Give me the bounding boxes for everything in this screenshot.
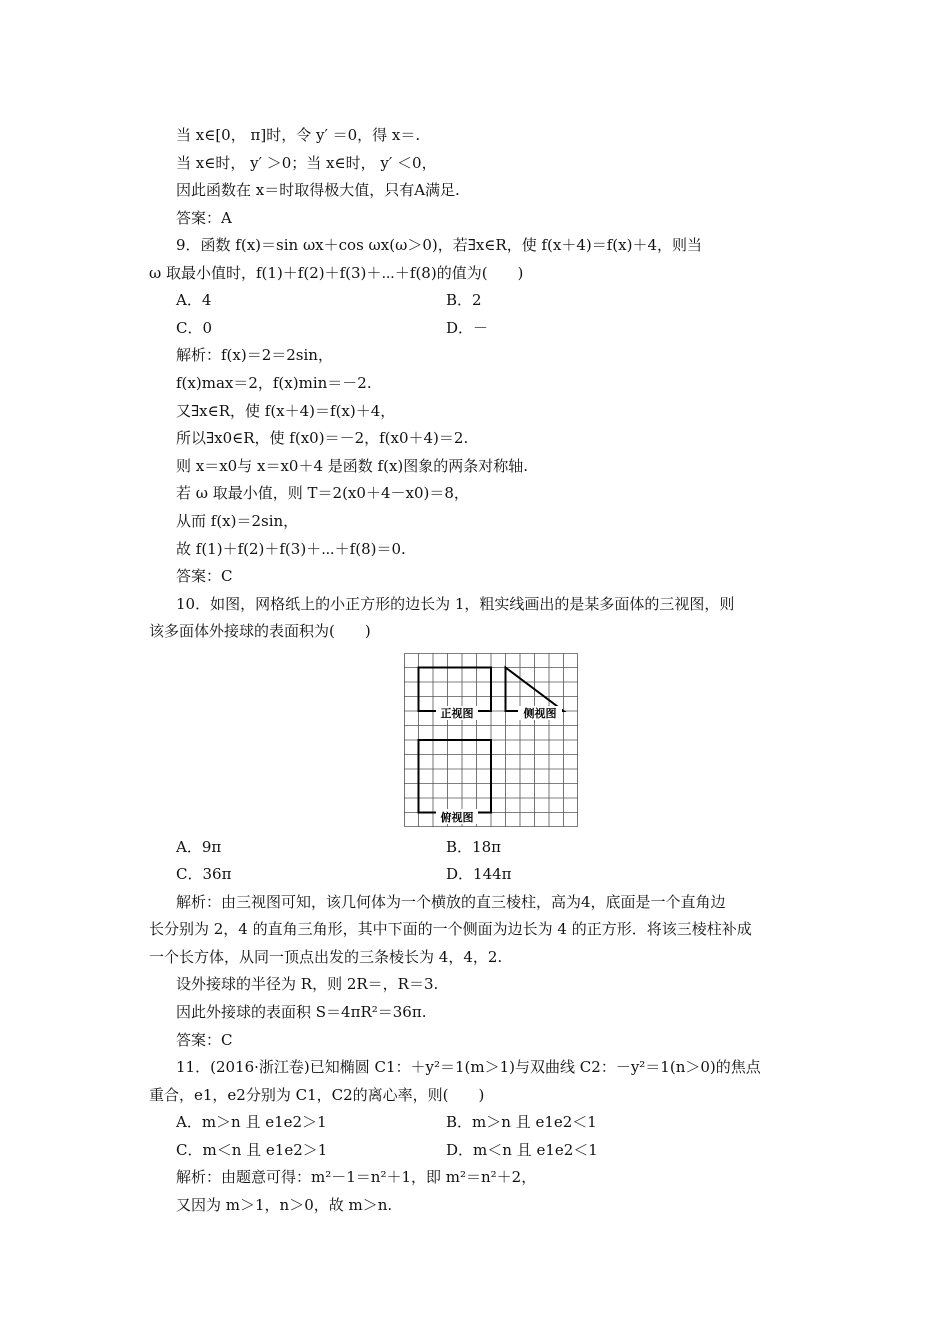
answer-line: 答案：C	[176, 1031, 233, 1049]
question-11: 11．(2016·浙江卷)已知椭圆 C1：＋y²＝1(m＞1)与双曲线 C2：－y²＝1(n＞0)的焦点	[176, 1058, 761, 1076]
q11-option-c: C．m＜n 且 e1e2＞1	[176, 1141, 328, 1159]
solution-line: 解析：由题意可得：m²－1＝n²＋1，即 m²＝n²＋2，	[176, 1168, 537, 1186]
question-10: 10．如图，网格纸上的小正方形的边长为 1，粗实线画出的是某多面体的三视图，则	[176, 595, 735, 613]
solution-line: 又∃x∈R，使 f(x＋4)＝f(x)＋4，	[176, 402, 396, 420]
q9-option-b: B．2	[446, 291, 482, 309]
three-view-figure	[404, 653, 578, 827]
solution-line: 又因为 m＞1，n＞0，故 m＞n.	[176, 1196, 393, 1214]
top-view-label: 俯视图	[440, 811, 474, 824]
q11-option-b: B．m＞n 且 e1e2＜1	[446, 1113, 597, 1131]
side-view-label: 侧视图	[523, 707, 557, 720]
solution-line: 所以∃x0∈R，使 f(x0)＝－2，f(x0＋4)＝2.	[176, 429, 469, 447]
solution-line: 设外接球的半径为 R，则 2R＝，R＝3.	[176, 975, 439, 993]
text-line: 当 x∈时， y′ ＞0；当 x∈时， y′ ＜0，	[176, 154, 437, 172]
question-11-cont: 重合，e1，e2分别为 C1，C2的离心率，则( )	[149, 1086, 485, 1104]
q9-option-d: D．－	[446, 319, 489, 337]
q10-option-b: B．18π	[446, 838, 501, 856]
solution-line: 解析：由三视图可知，该几何体为一个横放的直三棱柱，高为4，底面是一个直角边	[176, 893, 726, 911]
q11-option-a: A．m＞n 且 e1e2＞1	[176, 1113, 327, 1131]
solution-line: 故 f(1)＋f(2)＋f(3)＋⋯＋f(8)＝0.	[176, 540, 406, 558]
three-view-diagram	[404, 653, 578, 827]
solution-line: 则 x＝x0与 x＝x0＋4 是函数 f(x)图象的两条对称轴.	[176, 457, 529, 475]
solution-line: f(x)max＝2，f(x)min＝－2.	[176, 374, 372, 392]
front-view-outline	[419, 668, 492, 712]
q11-option-d: D．m＜n 且 e1e2＜1	[446, 1141, 598, 1159]
question-9: 9．函数 f(x)＝sin ωx＋cos ωx(ω＞0)，若∃x∈R，使 f(x＋4)＝f(x)＋4，则当	[176, 236, 702, 254]
answer-line: 答案：C	[176, 567, 233, 585]
solution-line: 长分别为 2，4 的直角三角形，其中下面的一个侧面为边长为 4 的正方形．将该三棱柱补成	[149, 920, 752, 938]
top-view-outline	[419, 740, 492, 813]
q9-option-c: C．0	[176, 319, 213, 337]
answer-line: 答案：A	[176, 209, 232, 227]
solution-line: 一个长方体，从同一顶点出发的三条棱长为 4，4，2.	[149, 948, 503, 966]
solution-line: 因此外接球的表面积 S＝4πR²＝36π.	[176, 1003, 427, 1021]
q9-option-a: A．4	[176, 291, 212, 309]
q10-option-c: C．36π	[176, 865, 232, 883]
text-line: 当 x∈[0， π]时，令 y′ ＝0，得 x＝.	[176, 126, 421, 144]
solution-line: 若 ω 取最小值，则 T＝2(x0＋4－x0)＝8，	[176, 484, 469, 502]
question-10-cont: 该多面体外接球的表面积为( )	[149, 622, 371, 640]
solution-line: 解析：f(x)＝2＝2sin，	[176, 346, 333, 364]
q10-option-a: A．9π	[176, 838, 222, 856]
q10-option-d: D．144π	[446, 865, 512, 883]
question-9-cont: ω 取最小值时，f(1)＋f(2)＋f(3)＋⋯＋f(8)的值为( )	[149, 264, 524, 282]
text-line: 因此函数在 x＝时取得极大值，只有A满足.	[176, 181, 460, 199]
solution-line: 从而 f(x)＝2sin，	[176, 512, 299, 530]
front-view-label: 正视图	[440, 707, 474, 720]
